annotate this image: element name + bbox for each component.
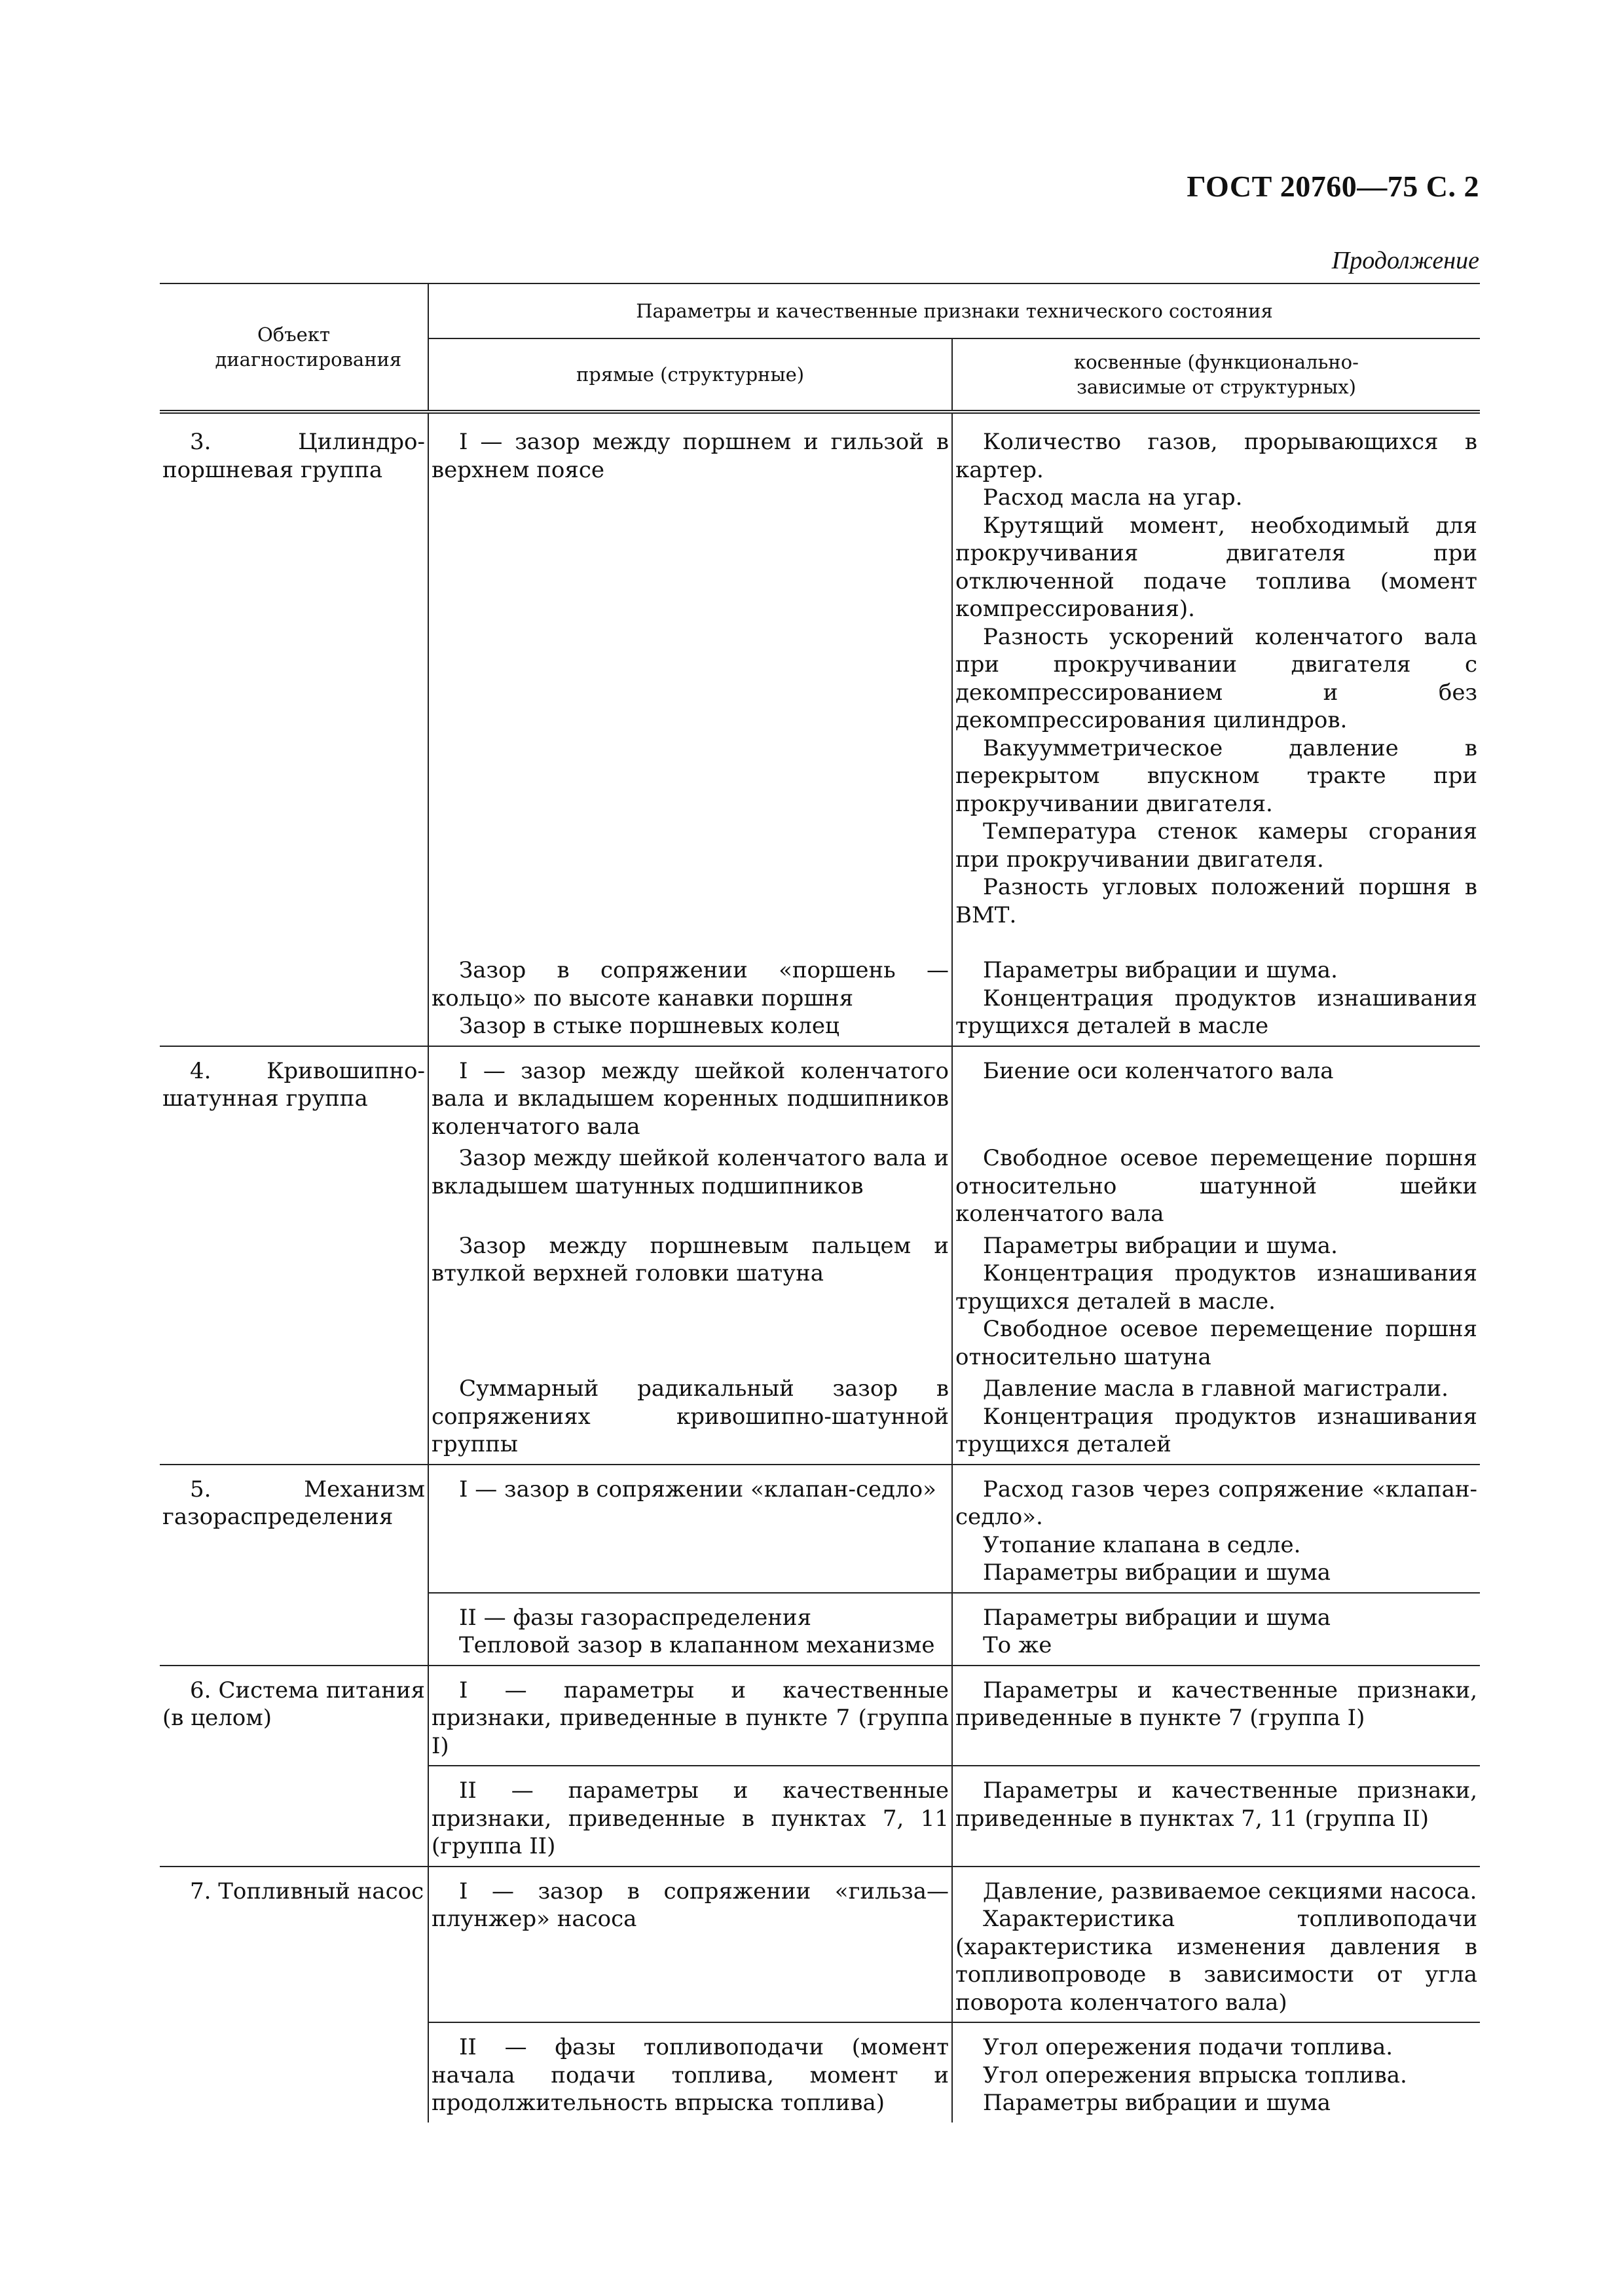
direct-cell: Суммарный радикальный зазор в сопряжениях кривошипно-шатунной группы (428, 1371, 952, 1465)
direct-cell: Зазор между поршневым пальцем и втулкой верхней головки шатуна (428, 1228, 952, 1372)
indirect-cell (952, 1228, 1480, 1372)
indirect-cell: Биение оси коленчатого вала (952, 1046, 1480, 1141)
indirect-cell (952, 1867, 1480, 2023)
direct-cell: I — зазор между шейкой коленчатого вала и вкладышем коренных подшипников коленчатого вала (428, 1046, 952, 1141)
indirect-cell (952, 929, 1480, 1046)
object-cell: 3. Цилиндро-поршневая группа (160, 412, 428, 1046)
object-cell: 7. Топливный насос (160, 1867, 428, 2123)
object-cell: 6. Система питания (в целом) (160, 1666, 428, 1867)
indirect-item: Параметры вибрации и шума (983, 1604, 1331, 1631)
indirect-item: Крутящий момент, необходимый для прокручивания двигателя при отключенной подаче топлива (момент компрессирования). (955, 512, 1477, 622)
table-row (160, 412, 1480, 929)
direct-cell (428, 1593, 952, 1666)
indirect-item: Угол опережения подачи топлива. (983, 2034, 1393, 2060)
indirect-item: Вакуумметрическое давление в перекрытом впускном тракте при прокручивании двигателя. (955, 735, 1477, 817)
diagnostics-table (160, 283, 1480, 2123)
direct-cell: I — зазор в сопряжении «клапан-седло» (428, 1465, 952, 1593)
indirect-cell (952, 412, 1480, 929)
table-row (160, 1666, 1480, 1766)
indirect-item: Расход масла на угар. (983, 484, 1243, 511)
direct-cell: I — зазор между поршнем и гильзой в верхнем поясе (428, 412, 952, 929)
direct-cell (428, 929, 952, 1046)
indirect-item: Параметры вибрации и шума. (983, 957, 1338, 983)
indirect-cell (952, 1593, 1480, 1666)
direct-item: Зазор в стыке поршневых колец (459, 1013, 839, 1039)
header-indirect (952, 338, 1480, 412)
direct-item: Зазор в сопряжении «поршень — кольцо» по высоте канавки поршня (432, 957, 949, 1011)
direct-cell: II — параметры и качественные признаки, приведенные в пунктах 7, 11 (группа II) (428, 1766, 952, 1867)
indirect-item: Параметры вибрации и шума (983, 2090, 1331, 2116)
indirect-item: Концентрация продуктов изнашивания трущихся деталей в масле (955, 985, 1477, 1039)
header-object-text: Объект диагностирования (215, 323, 402, 371)
indirect-cell (952, 1465, 1480, 1593)
header-object (160, 283, 428, 412)
indirect-item: Параметры вибрации и шума (983, 1559, 1331, 1586)
indirect-item: Разность угловых положений поршня в ВМТ. (955, 874, 1477, 928)
object-cell: 4. Кривошипно-шатунная группа (160, 1046, 428, 1465)
direct-item: Тепловой зазор в клапанном механизме (459, 1632, 935, 1658)
indirect-cell (952, 1371, 1480, 1465)
indirect-item: Характеристика топливоподачи (характеристика изменения давления в топливопроводе в зависимости от угла поворота коленчатого вала) (955, 1906, 1477, 2016)
table-row (160, 1465, 1480, 1593)
direct-cell: Зазор между шейкой коленчатого вала и вкладышем шатунных подшипников (428, 1140, 952, 1228)
indirect-item: Свободное осевое перемещение поршня относительно шатуна (955, 1316, 1477, 1370)
direct-cell: II — фазы топливоподачи (момент начала подачи топлива, момент и продолжительность впрыска топлива) (428, 2022, 952, 2123)
indirect-item: Параметры вибрации и шума. (983, 1232, 1338, 1259)
indirect-item: Угол опережения впрыска топлива. (983, 2062, 1407, 2088)
continuation-label: Продолжение (1331, 247, 1479, 274)
indirect-cell: Свободное осевое перемещение поршня относительно шатунной шейки коленчатого вала (955, 1145, 1477, 1227)
table-row (160, 1046, 1480, 1141)
header-direct: прямые (структурные) (428, 338, 952, 412)
indirect-cell: Параметры и качественные признаки, приведенные в пункте 7 (группа I) (952, 1666, 1480, 1766)
header-params: Параметры и качественные признаки технического состояния (428, 283, 1480, 338)
indirect-item: Температура стенок камеры сгорания при прокручивании двигателя. (955, 818, 1477, 873)
header-indirect-text: косвенные (функционально-зависимые от структурных) (1074, 351, 1359, 398)
indirect-cell (952, 2022, 1480, 2123)
table-row (160, 1867, 1480, 2023)
indirect-item: То же (983, 1632, 1052, 1658)
indirect-item: Давление, развиваемое секциями насоса. (983, 1878, 1477, 1904)
indirect-item: Давление масла в главной магистрали. (983, 1376, 1448, 1402)
indirect-item: Концентрация продуктов изнашивания трущихся деталей (955, 1403, 1477, 1457)
indirect-item: Разность ускорений коленчатого вала при прокручивании двигателя с декомпрессированием и без декомпрессирования цилиндров. (955, 623, 1477, 733)
document-code: ГОСТ 20760—75 С. 2 (1187, 170, 1479, 203)
direct-cell: I — параметры и качественные признаки, приведенные в пункте 7 (группа I) (428, 1666, 952, 1766)
indirect-item: Расход газов через сопряжение «клапан-седло». (955, 1476, 1477, 1530)
object-cell: 5. Механизм газораспределения (160, 1465, 428, 1666)
direct-item: II — фазы газораспределения (459, 1604, 812, 1631)
indirect-item: Количество газов, прорывающихся в картер. (955, 429, 1477, 483)
direct-cell: I — зазор в сопряжении «гильза—плунжер» насоса (428, 1867, 952, 2023)
indirect-item: Концентрация продуктов изнашивания трущихся деталей в масле. (955, 1260, 1477, 1315)
indirect-cell: Параметры и качественные признаки, приведенные в пунктах 7, 11 (группа II) (952, 1766, 1480, 1867)
indirect-item: Утопание клапана в седле. (983, 1531, 1301, 1558)
